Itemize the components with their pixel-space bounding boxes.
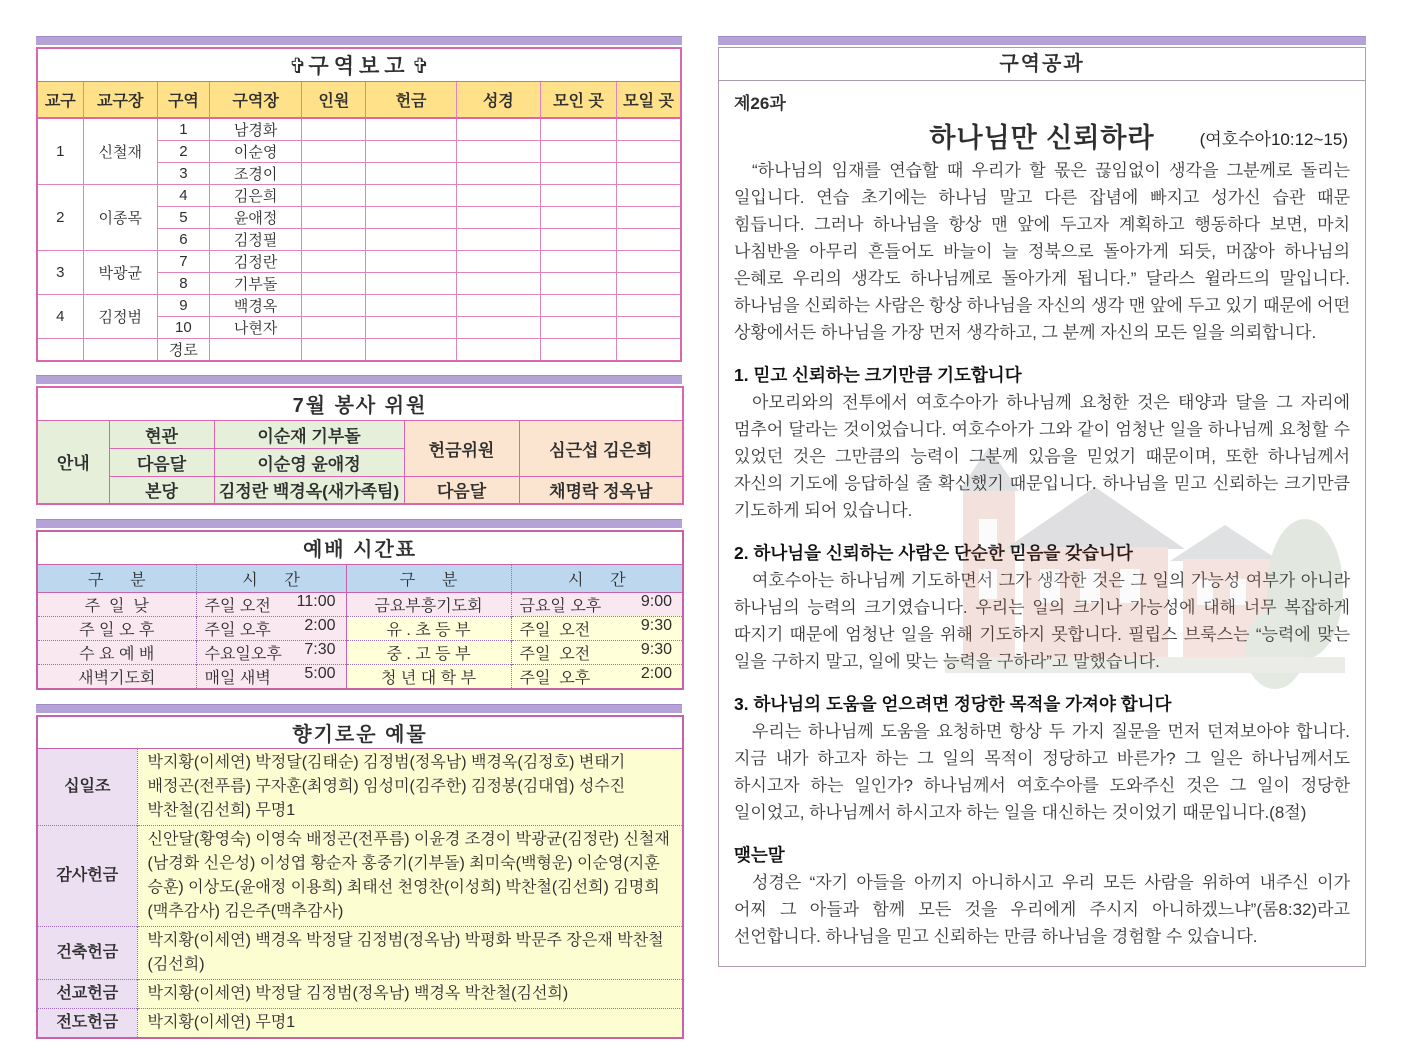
- empty-cell: [302, 339, 366, 362]
- section-divider-bar: [36, 704, 682, 713]
- lesson-box: [718, 47, 1366, 967]
- offering-names: 박지황(이세연) 박정달(김태순) 김정범(정옥남) 백경옥(김정호) 변태기 배정곤(전푸름) 구자훈(최영희) 임성미(김주한) 김정봉(김대엽) 성수진 박찬철(김선희) 무명1: [137, 749, 683, 826]
- table-row: [37, 476, 683, 504]
- column-header: 모일 곳: [617, 81, 681, 118]
- parish-no: 2: [37, 185, 83, 251]
- offering-type-label: 십일조: [37, 749, 137, 826]
- worship-schedule-section: [36, 519, 682, 690]
- empty-cell: [366, 118, 456, 141]
- lesson-number: 제26과: [734, 94, 786, 113]
- empty-cell: [540, 251, 616, 273]
- offering-committee-label: 헌금위원: [404, 420, 519, 476]
- table-row: [37, 1009, 683, 1039]
- cross-icon: ✞: [411, 54, 430, 78]
- column-header: 시 간: [196, 564, 346, 592]
- table-row: [37, 640, 683, 664]
- lesson-intro-paragraph: “하나님의 임재를 연습할 때 우리가 할 몫은 끊임없이 생각을 그분께로 돌리는 일입니다. 연습 초기에는 하나님 말고 다른 잡념에 빠지고 성가신 습관 때문 힘듭니다. 그러나 하나님을 항상 맨 앞에 두고자 계획하고 행동하다 보면, 마치 나침반을 아무리 흔들어도 바늘이 늘 정북으로 돌아가게 되듯, 머잖아 하나님의 은혜로 우리의 생각도 하나님께로 돌아가게 됩니다.” 달라스 윌라드의 말입니다. 하나님을 신뢰하는 사람은 항상 하나님을 자신의 생각 맨 앞에 두고 있기 때문에 어떤 상황에서든 하나님을 가장 먼저 생각하고, 그 분께 자신의 모든 일을 의뢰합니다.: [734, 161, 1350, 342]
- empty-cell: [456, 273, 540, 295]
- table-row: [37, 716, 683, 749]
- district-leader: 김정란: [209, 251, 301, 273]
- empty-cell: [366, 317, 456, 339]
- district-report-title: ✞구역보고✞: [37, 48, 681, 81]
- column-header: 교구: [37, 81, 83, 118]
- offering-type-label: 감사헌금: [37, 826, 137, 927]
- table-row: [37, 592, 683, 616]
- table-row: [37, 531, 683, 564]
- parish-leader: 박광균: [83, 251, 157, 295]
- district-leader: 윤애정: [209, 207, 301, 229]
- guide-label: 안내: [37, 420, 109, 504]
- empty-cell: [366, 251, 456, 273]
- lesson-title: 구역공과: [719, 48, 1365, 81]
- empty-cell: [37, 339, 83, 362]
- column-header: 시 간: [511, 564, 683, 592]
- district-leader: 김은희: [209, 185, 301, 207]
- guide-names: 김정란 백경옥(새가족팀): [214, 476, 404, 504]
- lesson-section-body: 우리는 하나님께 도움을 요청하면 항상 두 가지 질문을 먼저 던져보아야 합니다. 지금 내가 하고자 하는 그 일의 목적이 정당하고 바른가? 그 일은 하나님께서도 하시고자 하는 일인가? 하나님께서 여호수아를 도와주신 것은 그 일이 정당한 일이었고, 하나님께서 하시고자 하는 일을 대신하는 것이었기 때문입니다.(8절): [734, 722, 1350, 822]
- service-time: 주일 오전 11:00: [196, 592, 346, 616]
- offering-type-label: 선교헌금: [37, 980, 137, 1009]
- table-row: [37, 339, 681, 362]
- lesson-panel: [718, 36, 1366, 967]
- district-no: 9: [157, 295, 209, 317]
- empty-cell: [617, 295, 681, 317]
- empty-cell: [540, 273, 616, 295]
- parish-no: 4: [37, 295, 83, 339]
- empty-cell: [366, 163, 456, 185]
- empty-cell: [366, 339, 456, 362]
- empty-cell: [366, 185, 456, 207]
- empty-cell: [456, 295, 540, 317]
- table-row: [37, 420, 683, 448]
- table-row: [37, 616, 683, 640]
- empty-cell: [302, 229, 366, 251]
- column-header: 구역장: [209, 81, 301, 118]
- district-no: 7: [157, 251, 209, 273]
- offering-type-label: 건축헌금: [37, 927, 137, 980]
- district-report-table: [36, 47, 682, 362]
- district-no: 3: [157, 163, 209, 185]
- lesson-closing-body: 성경은 “자기 아들을 아끼지 아니하시고 우리 모든 사람을 위하여 내주신 이가 어찌 그 아들과 함께 모든 것을 우리에게 주시지 아니하겠느냐”(롬8:32)라고 선언합니다. 하나님을 믿고 신뢰하는 만큼 하나님을 경험할 수 있습니다.: [734, 873, 1350, 946]
- senior-route-label: 경로: [157, 339, 209, 362]
- empty-cell: [617, 185, 681, 207]
- lesson-section-heading: 1. 믿고 신뢰하는 크기만큼 기도합니다: [734, 365, 1022, 385]
- empty-cell: [540, 163, 616, 185]
- section-divider-bar: [36, 519, 682, 528]
- service-time: 주일 오후 2:00: [196, 616, 346, 640]
- column-header: 교구장: [83, 81, 157, 118]
- service-committee-table: [36, 386, 684, 505]
- empty-cell: [540, 295, 616, 317]
- service-name: 주 일 오 후: [37, 616, 196, 640]
- table-row: [37, 387, 683, 420]
- service-time: 주일 오후 2:00: [511, 664, 683, 689]
- district-no: 6: [157, 229, 209, 251]
- cross-icon: ✞: [288, 54, 307, 78]
- district-no: 1: [157, 118, 209, 141]
- parish-leader: 이종목: [83, 185, 157, 251]
- service-committee-section: [36, 375, 682, 505]
- section-divider-bar: [36, 375, 682, 384]
- table-row: [37, 118, 681, 141]
- empty-cell: [617, 207, 681, 229]
- lesson-section-body: 여호수아는 하나님께 기도하면서 그가 생각한 것은 그 일의 가능성 여부가 아니라 하나님의 능력의 크기였습니다. 우리는 일의 크기나 가능성에 대해 너무 복잡하게 따지기 때문에 엄청난 일을 위해 기도하지 못합니다. 필립스 브룩스는 “능력에 맞는 일을 구하지 말고, 일에 맞는 능력을 구하라”고 말했습니다.: [734, 571, 1350, 671]
- worship-schedule-table: [36, 530, 684, 690]
- table-row: [37, 927, 683, 980]
- empty-cell: [302, 317, 366, 339]
- guide-place: 다음달: [109, 448, 214, 476]
- left-column: [36, 36, 682, 1052]
- lesson-section-heading: 2. 하나님을 신뢰하는 사람은 단순한 믿음을 갖습니다: [734, 543, 1133, 563]
- table-header-row: [37, 564, 683, 592]
- empty-cell: [617, 141, 681, 163]
- district-leader: 조경이: [209, 163, 301, 185]
- table-header-row: [37, 81, 681, 118]
- empty-cell: [617, 163, 681, 185]
- parish-no: 1: [37, 118, 83, 185]
- column-header: 구 분: [346, 564, 511, 592]
- table-row: [37, 185, 681, 207]
- worship-schedule-title: 예배 시간표: [37, 531, 683, 564]
- empty-cell: [302, 163, 366, 185]
- offerings-title: 향기로운 예물: [37, 716, 683, 749]
- empty-cell: [617, 339, 681, 362]
- empty-cell: [302, 207, 366, 229]
- next-month-label: 다음달: [404, 476, 519, 504]
- district-leader: 김정필: [209, 229, 301, 251]
- lesson-section-body: 아모리와의 전투에서 여호수아가 하나님께 요청한 것은 태양과 달을 그 자리에 멈추어 달라는 것이었습니다. 여호수아가 그와 같이 엄청난 일을 하나님께 요청할 수 있었던 것은 그만큼의 능력이 그분께 있음을 믿었기 때문이며, 또한 하나님께서 자신의 기도에 응답하실 줄 확신했기 때문입니다. 하나님을 믿고 신뢰하는 크기만큼 기도하게 되어 있습니다.: [734, 393, 1350, 520]
- column-header: 구역: [157, 81, 209, 118]
- empty-cell: [302, 251, 366, 273]
- table-row: [37, 48, 681, 81]
- district-leader: 이순영: [209, 141, 301, 163]
- table-row: [37, 295, 681, 317]
- empty-cell: [617, 273, 681, 295]
- district-no: 5: [157, 207, 209, 229]
- district-leader: 백경옥: [209, 295, 301, 317]
- empty-cell: [366, 229, 456, 251]
- district-leader: 나현자: [209, 317, 301, 339]
- service-name: 유 . 초 등 부: [346, 616, 511, 640]
- district-no: 2: [157, 141, 209, 163]
- guide-place: 현관: [109, 420, 214, 448]
- service-name: 중 . 고 등 부: [346, 640, 511, 664]
- offerings-section: [36, 704, 682, 1040]
- table-row: [37, 826, 683, 927]
- column-header: 성경: [456, 81, 540, 118]
- lesson-scripture-reference: (여호수아10:12~15): [1199, 130, 1348, 149]
- empty-cell: [366, 141, 456, 163]
- offering-names: 박지황(이세연) 무명1: [137, 1009, 683, 1039]
- parish-no: 3: [37, 251, 83, 295]
- lesson-section-heading: 3. 하나님의 도움을 얻으려면 정당한 목적을 가져야 합니다: [734, 694, 1172, 714]
- service-name: 새벽기도회: [37, 664, 196, 689]
- parish-leader: 신철재: [83, 118, 157, 185]
- empty-cell: [617, 118, 681, 141]
- empty-cell: [209, 339, 301, 362]
- offering-committee-names: 심근섭 김은희: [519, 420, 683, 476]
- empty-cell: [456, 141, 540, 163]
- column-header: 헌금: [366, 81, 456, 118]
- next-month-names: 채명락 정옥남: [519, 476, 683, 504]
- offering-names: 신안달(황영숙) 이영숙 배정곤(전푸름) 이윤경 조경이 박광균(김정란) 신철재(남경화 신은성) 이성엽 황순자 홍중기(기부돌) 최미숙(백형운) 이순영(지훈 승훈) 이상도(윤애정 이용희) 최태선 천영찬(이성희) 박찬철(김선희) 김명희(맥추감사) 김은주(맥추감사): [137, 826, 683, 927]
- offering-names: 박지황(이세연) 백경옥 박정달 김정범(정옥남) 박평화 박문주 장은재 박찬철(김선희): [137, 927, 683, 980]
- column-header: 구 분: [37, 564, 196, 592]
- empty-cell: [302, 185, 366, 207]
- empty-cell: [456, 251, 540, 273]
- empty-cell: [617, 251, 681, 273]
- guide-names: 이순재 기부돌: [214, 420, 404, 448]
- empty-cell: [302, 141, 366, 163]
- empty-cell: [456, 229, 540, 251]
- empty-cell: [540, 118, 616, 141]
- section-divider-bar: [718, 36, 1366, 45]
- lesson-content: [719, 81, 1365, 968]
- column-header: 인원: [302, 81, 366, 118]
- parish-leader: 김정범: [83, 295, 157, 339]
- service-time: 주일 오전 9:30: [511, 640, 683, 664]
- service-time: 매일 새벽 5:00: [196, 664, 346, 689]
- empty-cell: [456, 118, 540, 141]
- guide-names: 이순영 윤애정: [214, 448, 404, 476]
- empty-cell: [302, 118, 366, 141]
- lesson-heading-row: [734, 113, 1350, 157]
- service-committee-title: 7월 봉사 위원: [37, 387, 683, 420]
- service-time: 금요일 오후 9:00: [511, 592, 683, 616]
- service-name: 주 일 낮: [37, 592, 196, 616]
- empty-cell: [456, 163, 540, 185]
- empty-cell: [366, 295, 456, 317]
- empty-cell: [540, 141, 616, 163]
- lesson-closing-heading: 맺는말: [734, 845, 785, 865]
- district-report-section: [36, 36, 682, 362]
- empty-cell: [617, 317, 681, 339]
- empty-cell: [366, 207, 456, 229]
- service-name: 수 요 예 배: [37, 640, 196, 664]
- table-row: [37, 749, 683, 826]
- empty-cell: [366, 273, 456, 295]
- district-no: 10: [157, 317, 209, 339]
- table-row: [37, 664, 683, 689]
- empty-cell: [540, 339, 616, 362]
- district-no: 4: [157, 185, 209, 207]
- offering-names: 박지황(이세연) 박정달 김정범(정옥남) 백경옥 박찬철(김선희): [137, 980, 683, 1009]
- table-row: [37, 980, 683, 1009]
- empty-cell: [302, 273, 366, 295]
- column-header: 모인 곳: [540, 81, 616, 118]
- district-no: 8: [157, 273, 209, 295]
- empty-cell: [302, 295, 366, 317]
- empty-cell: [540, 229, 616, 251]
- table-row: [37, 251, 681, 273]
- offerings-table: [36, 715, 684, 1040]
- empty-cell: [456, 185, 540, 207]
- empty-cell: [456, 339, 540, 362]
- empty-cell: [540, 317, 616, 339]
- lesson-heading: 하나님만 신뢰하라: [929, 122, 1155, 153]
- district-leader: 기부돌: [209, 273, 301, 295]
- empty-cell: [540, 185, 616, 207]
- empty-cell: [456, 317, 540, 339]
- offering-type-label: 전도헌금: [37, 1009, 137, 1039]
- service-name: 금요부흥기도회: [346, 592, 511, 616]
- empty-cell: [617, 229, 681, 251]
- empty-cell: [83, 339, 157, 362]
- empty-cell: [456, 207, 540, 229]
- empty-cell: [540, 207, 616, 229]
- service-time: 주일 오전 9:30: [511, 616, 683, 640]
- guide-place: 본당: [109, 476, 214, 504]
- service-name: 청 년 대 학 부: [346, 664, 511, 689]
- service-time: 수요일오후 7:30: [196, 640, 346, 664]
- district-leader: 남경화: [209, 118, 301, 141]
- section-divider-bar: [36, 36, 682, 45]
